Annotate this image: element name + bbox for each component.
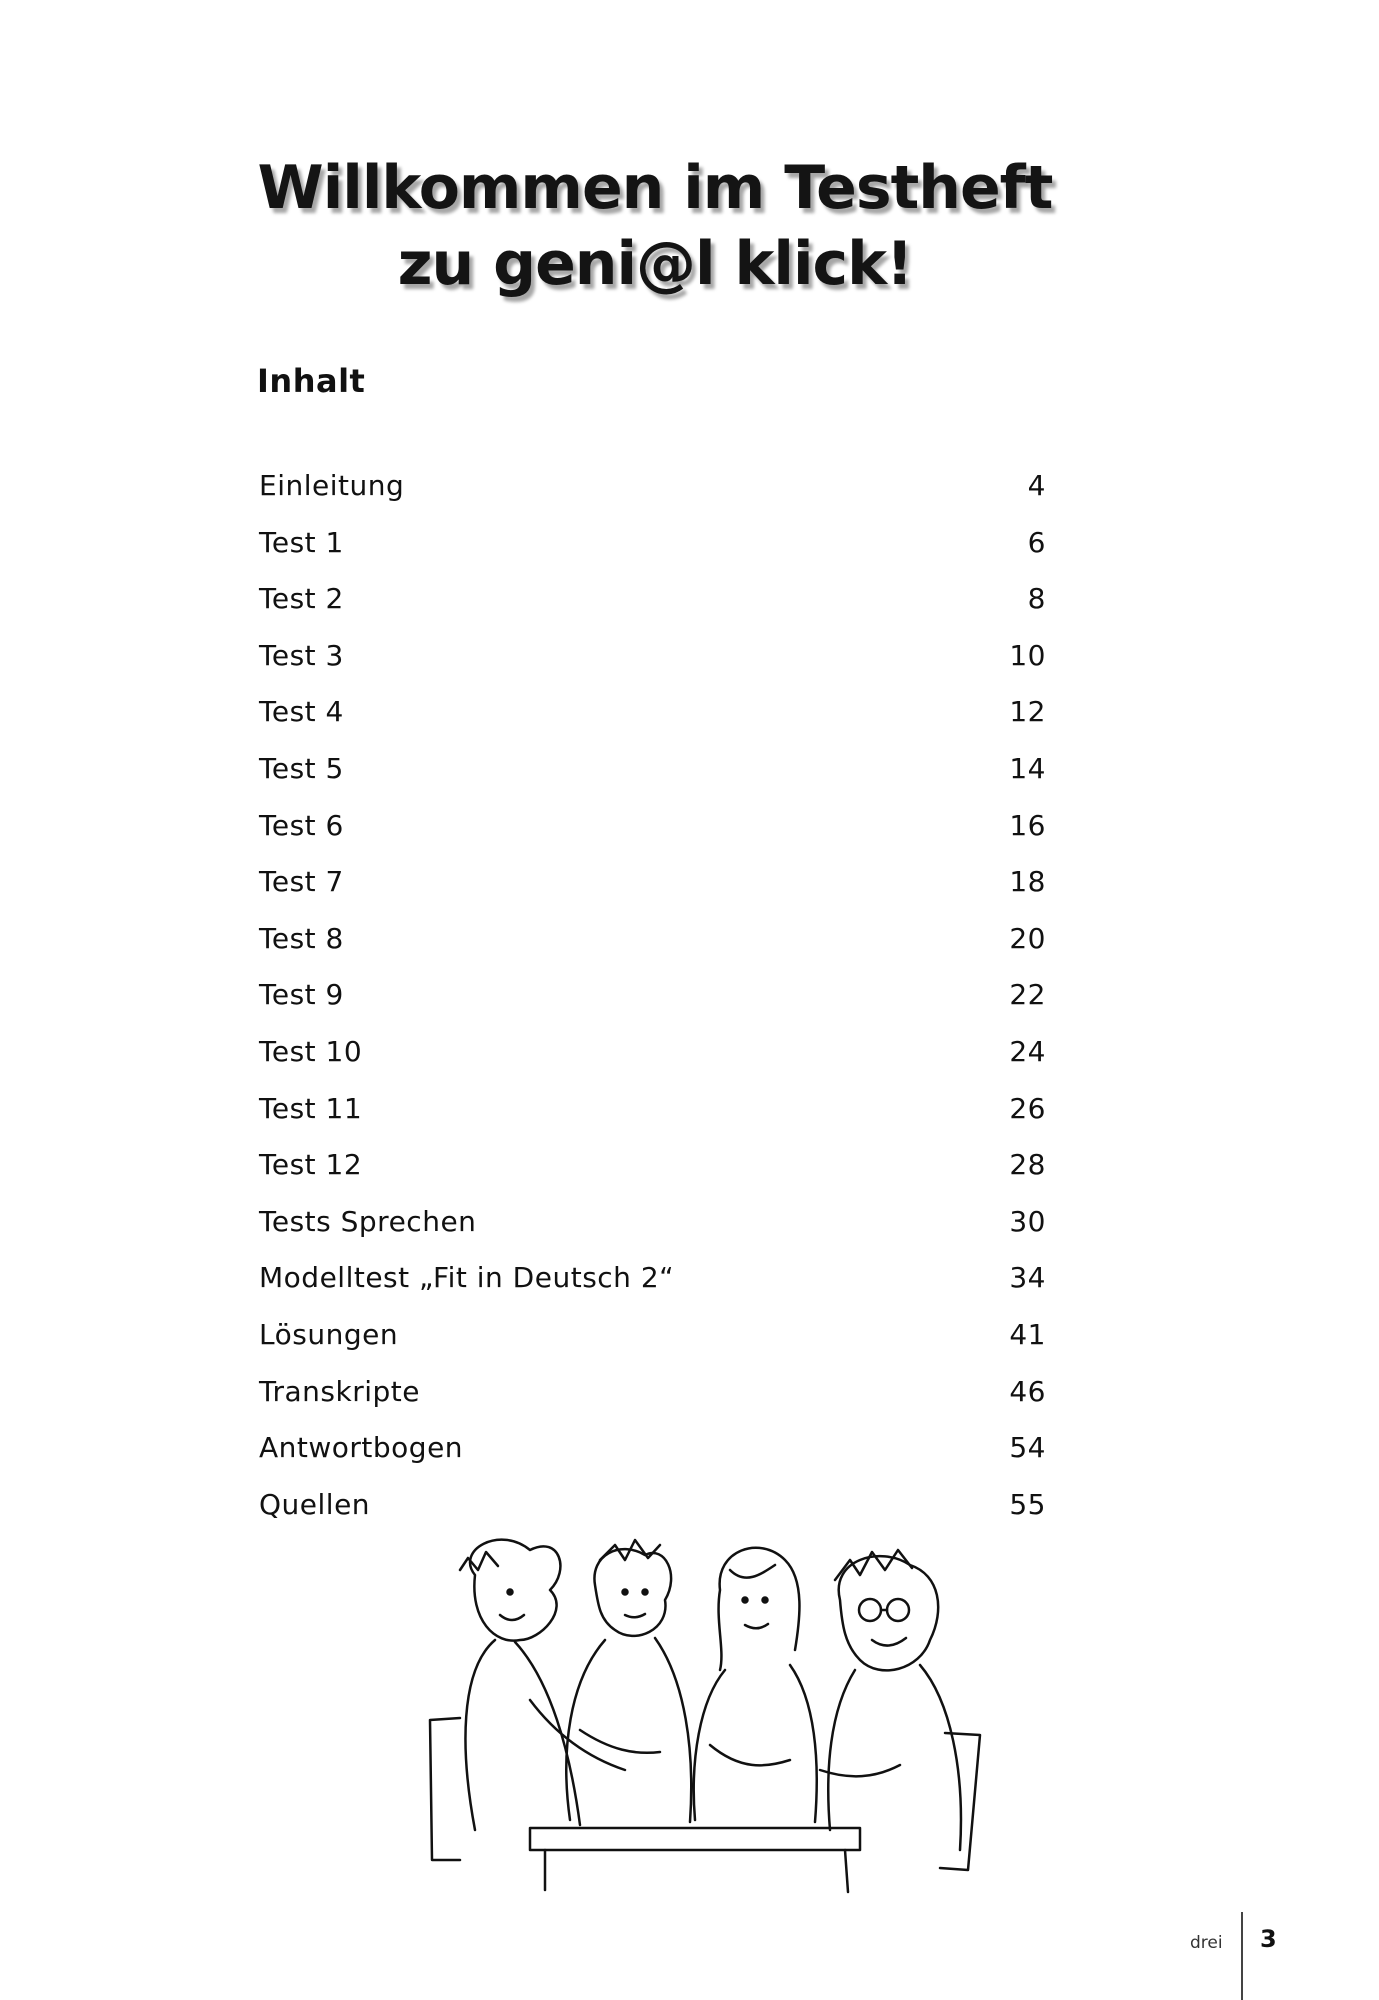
toc-entry (257, 464, 1046, 521)
toc-entry-page: 30 (1009, 1204, 1046, 1238)
toc-entry-page: 55 (1009, 1487, 1046, 1521)
table-of-contents (257, 464, 1046, 1539)
toc-entry-label: Test 11 (259, 1091, 363, 1125)
toc-entry (257, 1313, 1046, 1370)
toc-entry (257, 1143, 1046, 1200)
toc-entry (257, 917, 1046, 974)
title-line-1: Willkommen im Testheft (257, 153, 1053, 223)
toc-entry-page: 14 (1009, 751, 1046, 785)
toc-entry-label: Test 10 (259, 1034, 363, 1068)
toc-entry-page: 34 (1009, 1261, 1046, 1295)
toc-entry-label: Einleitung (259, 469, 405, 502)
footer-divider (1241, 1912, 1243, 2000)
toc-entry (257, 860, 1046, 917)
toc-entry-label: Test 5 (259, 751, 344, 785)
toc-entry-page: 24 (1009, 1034, 1046, 1068)
toc-entry-page: 4 (1027, 469, 1046, 502)
page-title (0, 150, 1310, 302)
page-word: drei (1190, 1933, 1223, 1953)
toc-entry-page: 20 (1009, 921, 1046, 955)
toc-entry (257, 1256, 1046, 1313)
toc-entry-page: 26 (1009, 1091, 1046, 1125)
toc-entry-label: Antwortbogen (259, 1431, 464, 1465)
toc-entry-label: Test 2 (259, 582, 344, 616)
toc-entry-page: 28 (1009, 1148, 1046, 1182)
toc-entry-label: Modelltest „Fit in Deutsch 2“ (259, 1261, 675, 1295)
toc-entry-page: 16 (1009, 808, 1046, 842)
toc-entry-page: 6 (1027, 525, 1046, 559)
toc-entry-page: 54 (1009, 1431, 1046, 1465)
toc-entry-label: Quellen (259, 1487, 371, 1521)
toc-entry-page: 8 (1027, 582, 1046, 616)
toc-entry (257, 1426, 1046, 1483)
toc-entry (257, 1087, 1046, 1144)
toc-entry-page: 18 (1009, 865, 1046, 899)
toc-entry-label: Test 9 (259, 978, 344, 1012)
toc-entry (257, 747, 1046, 804)
toc-entry-label: Test 12 (259, 1148, 363, 1182)
toc-entry (257, 804, 1046, 861)
title-line-2: zu geni@l klick! (397, 229, 913, 299)
toc-entry (257, 973, 1046, 1030)
toc-entry-page: 22 (1009, 978, 1046, 1012)
toc-entry (257, 577, 1046, 634)
toc-entry-label: Test 4 (259, 695, 344, 729)
toc-entry-label: Lösungen (259, 1317, 399, 1351)
toc-entry (257, 1370, 1046, 1427)
toc-entry-label: Test 7 (259, 865, 344, 899)
toc-entry-page: 12 (1009, 695, 1046, 729)
toc-entry-label: Transkripte (259, 1374, 420, 1408)
toc-entry-page: 10 (1009, 638, 1046, 672)
toc-entry-page: 46 (1009, 1374, 1046, 1408)
toc-entry (257, 521, 1046, 578)
toc-entry-label: Test 8 (259, 921, 344, 955)
toc-entry-label: Test 1 (259, 525, 344, 559)
toc-entry-label: Test 3 (259, 638, 344, 672)
page-number: 3 (1260, 1925, 1277, 1953)
toc-entry (257, 1200, 1046, 1257)
toc-heading: Inhalt (257, 362, 366, 400)
toc-entry-label: Test 6 (259, 808, 344, 842)
toc-entry-page: 41 (1009, 1317, 1046, 1351)
students-at-table-illustration (420, 1530, 1000, 1900)
toc-entry (257, 1030, 1046, 1087)
toc-entry (257, 690, 1046, 747)
toc-entry (257, 634, 1046, 691)
toc-entry-label: Tests Sprechen (259, 1204, 477, 1238)
